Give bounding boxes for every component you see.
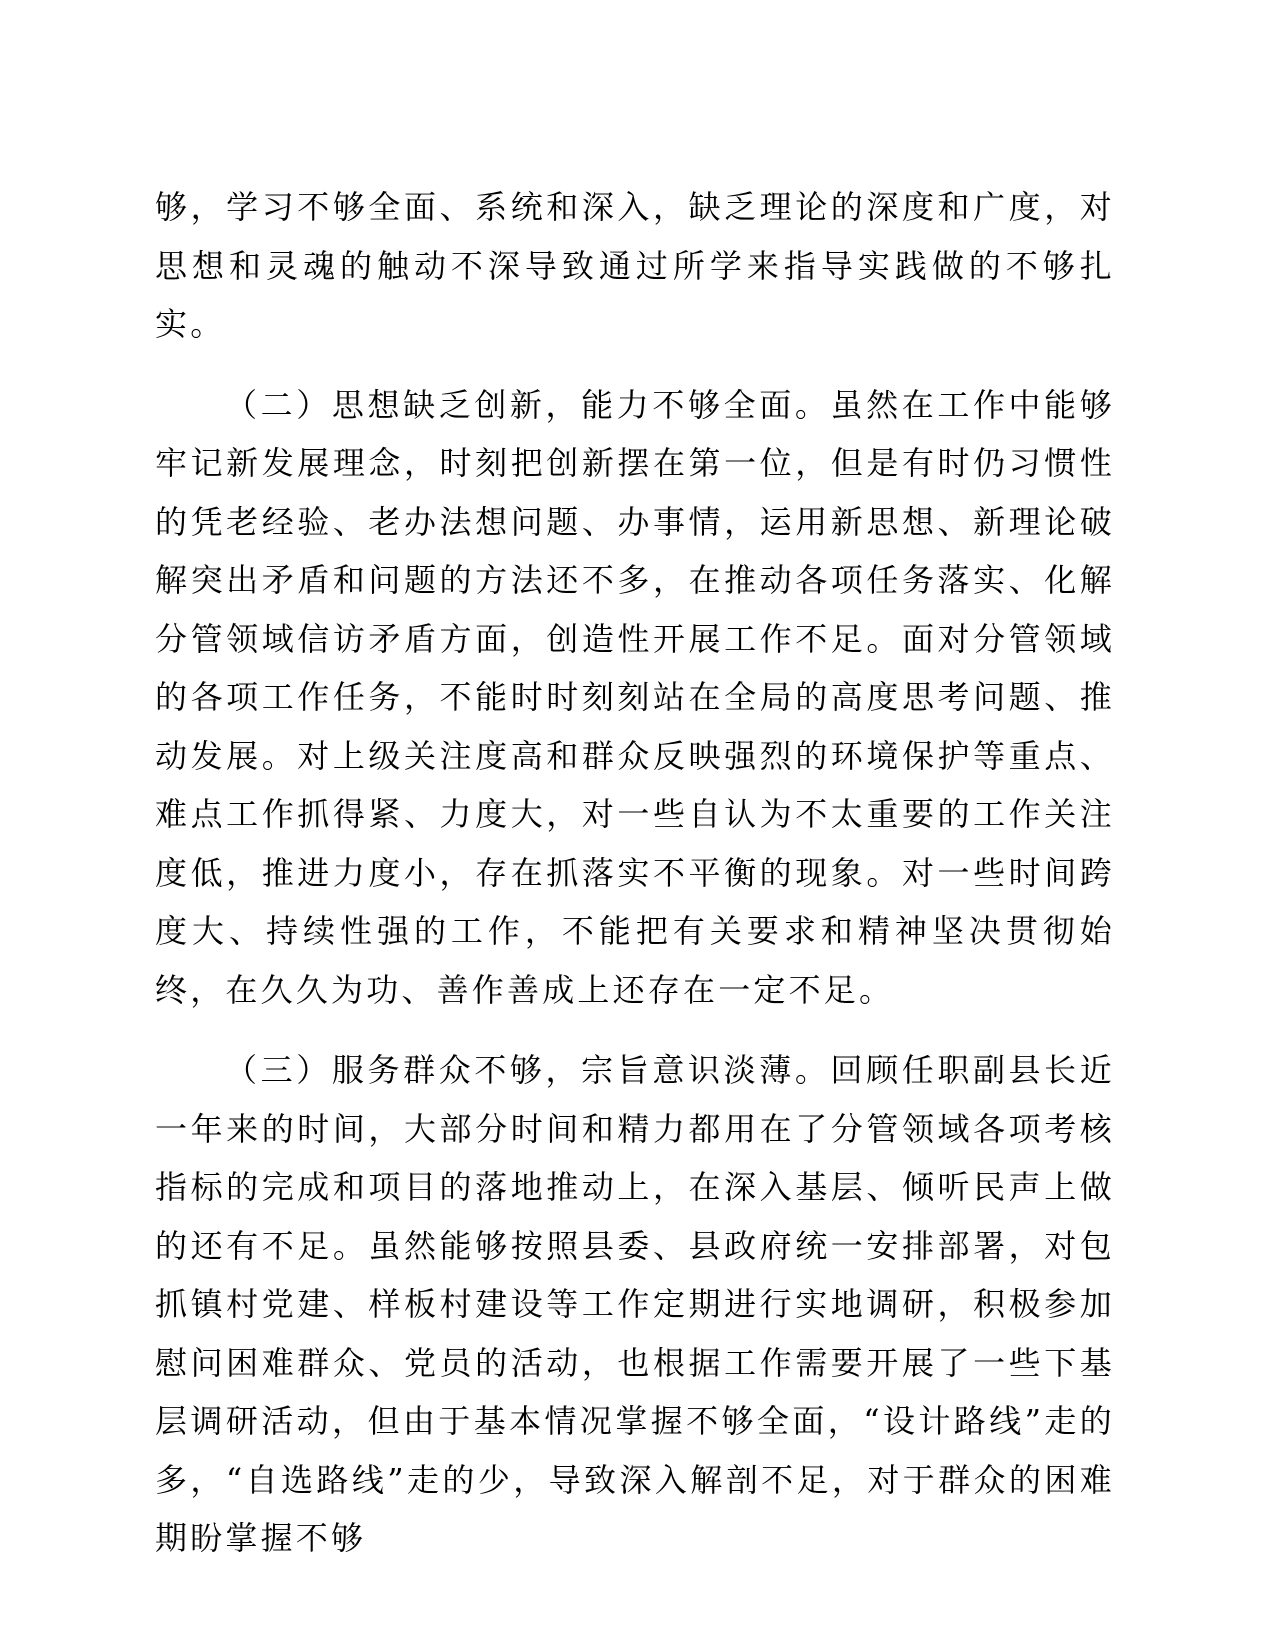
- paragraph-section-2: （二）思想缺乏创新，能力不够全面。虽然在工作中能够牢记新发展理念，时刻把创新摆在第一位，但是有时仍习惯性的凭老经验、老办法想问题、办事情，运用新思想、新理论破解突出矛盾和问题的方法还不多，在推动各项任务落实、化解分管领域信访矛盾方面，创造性开展工作不足。面对分管领域的各项工作任务，不能时时刻刻站在全局的高度思考问题、推动发展。对上级关注度高和群众反映强烈的环境保护等重点、难点工作抓得紧、力度大，对一些自认为不太重要的工作关注度低，推进力度小，存在抓落实不平衡的现象。对一些时间跨度大、持续性强的工作，不能把有关要求和精神坚决贯彻始终，在久久为功、善作善成上还存在一定不足。: [155, 385, 1115, 1009]
- paragraph-section-3: （三）服务群众不够，宗旨意识淡薄。回顾任职副县长近一年来的时间，大部分时间和精力都用在了分管领域各项考核指标的完成和项目的落地推动上，在深入基层、倾听民声上做的还有不足。虽然能够按照县委、县政府统一安排部署，对包抓镇村党建、样板村建设等工作定期进行实地调研，积极参加慰问困难群众、党员的活动，也根据工作需要开展了一些下基层调研活动，但由于基本情况掌握不够全面，“设计路线”走的多，“自选路线”走的少，导致深入解剖不足，对于群众的困难期盼掌握不够: [155, 1051, 1115, 1557]
- paragraph-continuation: 够，学习不够全面、系统和深入，缺乏理论的深度和广度，对思想和灵魂的触动不深导致通过所学来指导实践做的不够扎实。: [155, 188, 1115, 343]
- body-text: [155, 178, 1115, 1590]
